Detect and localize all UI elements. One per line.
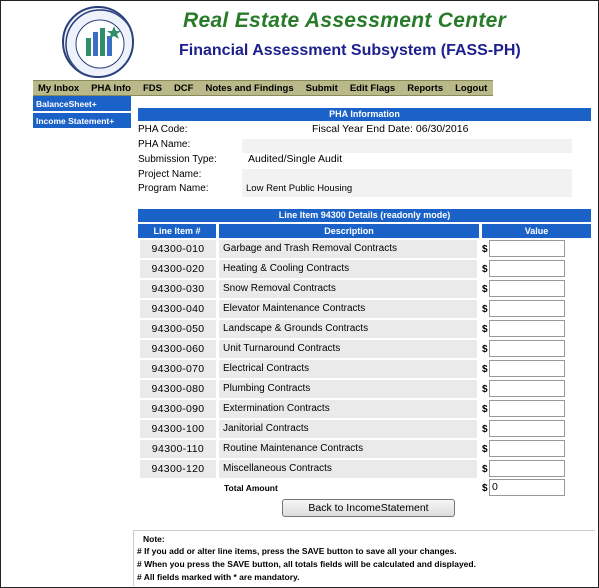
currency-symbol: $ [482, 404, 488, 415]
line-item-code: 94300-100 [140, 420, 216, 438]
currency-symbol: $ [482, 464, 488, 475]
line-item-value-input[interactable] [489, 440, 565, 457]
col-line-item: Line Item # [138, 224, 216, 238]
line-item-value-input[interactable] [489, 280, 565, 297]
sidebar [33, 96, 131, 130]
nav-fds[interactable]: FDS [142, 82, 162, 94]
line-item-value-input[interactable] [489, 240, 565, 257]
hud-seal-icon [62, 6, 134, 78]
table-row [140, 300, 590, 318]
currency-symbol: $ [482, 384, 488, 395]
fiscal-year-end: Fiscal Year End Date: 06/30/2016 [312, 123, 469, 135]
line-item-value-input[interactable] [489, 260, 565, 277]
sidebar-item-balance-sheet[interactable]: BalanceSheet+ [33, 96, 131, 113]
currency-symbol: $ [482, 304, 488, 315]
nav-edit-flags[interactable]: Edit Flags [349, 82, 396, 94]
line-item-code: 94300-080 [140, 380, 216, 398]
currency-symbol: $ [482, 324, 488, 335]
table-row [140, 260, 590, 278]
program-name-value: Low Rent Public Housing [246, 183, 353, 194]
line-item-desc: Heating & Cooling Contracts [219, 260, 477, 278]
line-item-value-input[interactable] [489, 360, 565, 377]
line-item-desc: Electrical Contracts [219, 360, 477, 378]
sidebar-item-income-statement[interactable]: Income Statement+ [33, 113, 131, 130]
line-item-desc: Routine Maintenance Contracts [219, 440, 477, 458]
currency-symbol: $ [482, 424, 488, 435]
total-amount-input[interactable]: 0 [489, 479, 565, 496]
nav-pha-info[interactable]: PHA Info [91, 82, 131, 94]
total-row [140, 479, 590, 497]
line-item-desc: Landscape & Grounds Contracts [219, 320, 477, 338]
line-item-code: 94300-070 [140, 360, 216, 378]
line-item-desc: Extermination Contracts [219, 400, 477, 418]
line-item-value-input[interactable] [489, 340, 565, 357]
currency-symbol: $ [482, 344, 488, 355]
line-item-code: 94300-120 [140, 460, 216, 478]
table-row [140, 420, 590, 438]
table-row [140, 400, 590, 418]
nav-notes-and-findings[interactable]: Notes and Findings [205, 82, 294, 94]
app-subtitle: Financial Assessment Subsystem (FASS-PH) [179, 42, 521, 59]
pha-name-row [138, 139, 591, 153]
program-name-label: Program Name: [138, 183, 209, 194]
table-row [140, 360, 590, 378]
line-item-value-input[interactable] [489, 300, 565, 317]
pha-code-label: PHA Code: [138, 124, 188, 135]
line-item-value-input[interactable] [489, 460, 565, 477]
pha-info-header: PHA Information [138, 108, 591, 121]
nav-reports[interactable]: Reports [407, 82, 444, 94]
note-line-1: # If you add or alter line items, press the SAVE button to save all your changes. [137, 546, 457, 556]
line-item-code: 94300-040 [140, 300, 216, 318]
line-item-value-input[interactable] [489, 400, 565, 417]
back-to-income-statement-button[interactable]: Back to IncomeStatement [282, 499, 455, 517]
main-nav [33, 80, 493, 96]
app-title: Real Estate Assessment Center [183, 9, 507, 32]
submission-type-value: Audited/Single Audit [248, 153, 342, 165]
line-item-desc: Plumbing Contracts [219, 380, 477, 398]
line-item-desc: Snow Removal Contracts [219, 280, 477, 298]
project-name-row [138, 169, 591, 183]
line-item-details-header: Line Item 94300 Details (readonly mode) [138, 209, 591, 222]
pha-name-label: PHA Name: [138, 139, 191, 150]
table-row [140, 460, 590, 478]
line-item-value-input[interactable] [489, 420, 565, 437]
table-row [140, 340, 590, 358]
project-name-label: Project Name: [138, 169, 202, 180]
line-item-desc: Miscellaneous Contracts [219, 460, 477, 478]
line-item-code: 94300-090 [140, 400, 216, 418]
line-item-code: 94300-110 [140, 440, 216, 458]
table-row [140, 380, 590, 398]
pha-name-value [242, 139, 572, 153]
line-item-value-input[interactable] [489, 380, 565, 397]
table-row [140, 240, 590, 258]
line-item-desc: Janitorial Contracts [219, 420, 477, 438]
note-title: Note: [143, 534, 165, 544]
line-item-code: 94300-020 [140, 260, 216, 278]
nav-submit[interactable]: Submit [305, 82, 338, 94]
currency-symbol: $ [482, 284, 488, 295]
currency-symbol: $ [482, 483, 488, 494]
line-item-code: 94300-060 [140, 340, 216, 358]
nav-logout[interactable]: Logout [455, 82, 488, 94]
table-row [140, 280, 590, 298]
col-value: Value [482, 224, 591, 238]
currency-symbol: $ [482, 264, 488, 275]
line-item-value-input[interactable] [489, 320, 565, 337]
line-item-code: 94300-030 [140, 280, 216, 298]
line-item-desc: Elevator Maintenance Contracts [219, 300, 477, 318]
project-name-value [242, 169, 572, 183]
note-line-3: # All fields marked with * are mandatory. [137, 572, 300, 582]
table-row [140, 320, 590, 338]
line-item-code: 94300-050 [140, 320, 216, 338]
program-name-row [138, 183, 591, 197]
note-line-2: # When you press the SAVE button, all totals fields will be calculated and displayed. [137, 559, 476, 569]
line-item-desc: Garbage and Trash Removal Contracts [219, 240, 477, 258]
nav-dcf[interactable]: DCF [173, 82, 194, 94]
total-amount-label: Total Amount [224, 483, 278, 493]
table-row [140, 440, 590, 458]
currency-symbol: $ [482, 364, 488, 375]
currency-symbol: $ [482, 244, 488, 255]
line-item-desc: Unit Turnaround Contracts [219, 340, 477, 358]
submission-type-row [138, 154, 591, 168]
submission-type-label: Submission Type: [138, 154, 217, 165]
line-item-code: 94300-010 [140, 240, 216, 258]
col-description: Description [219, 224, 479, 238]
currency-symbol: $ [482, 444, 488, 455]
nav-my-inbox[interactable]: My Inbox [38, 82, 80, 94]
